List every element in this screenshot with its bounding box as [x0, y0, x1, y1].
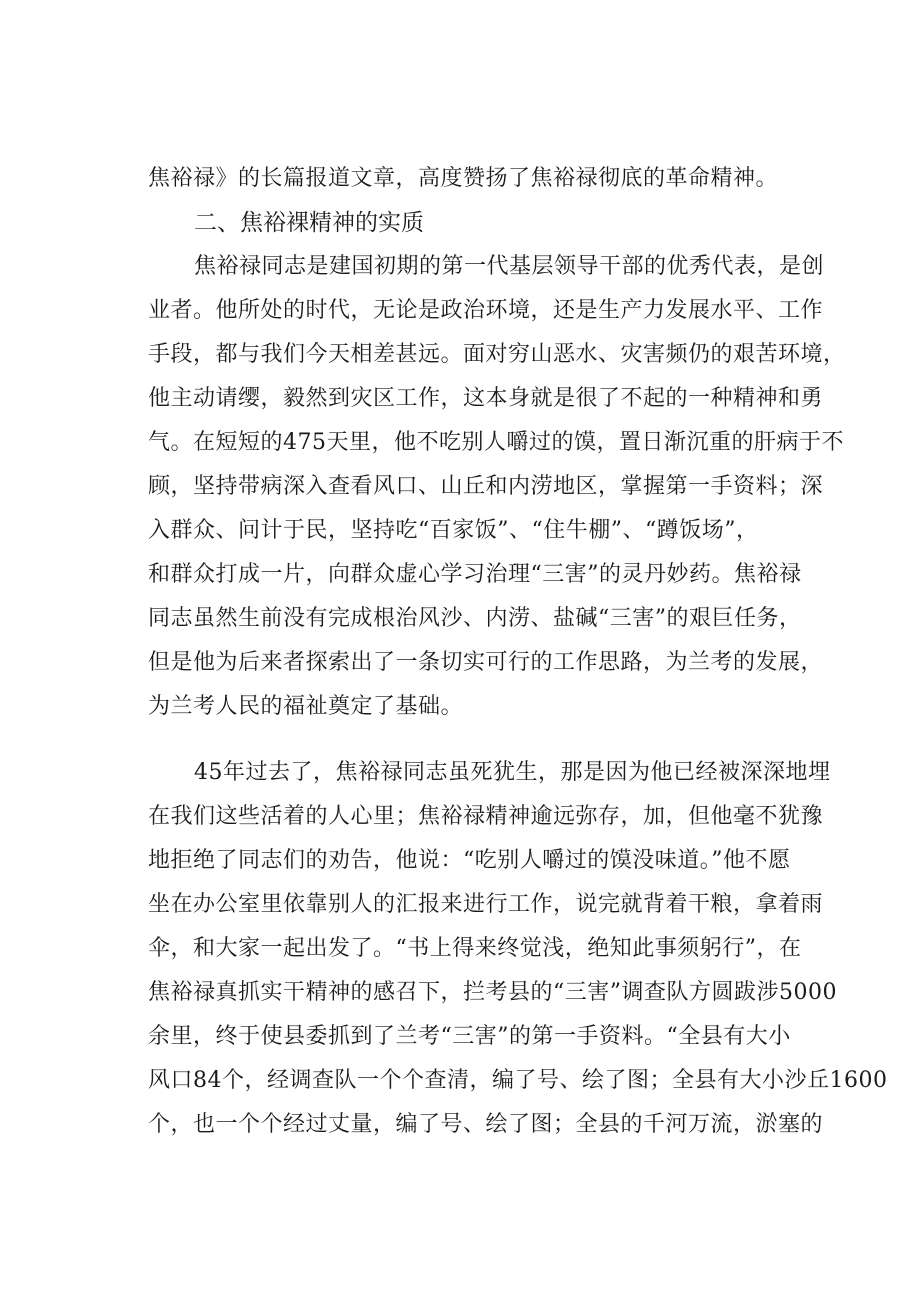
paragraph-line: 余里，终于使县委抓到了兰考“三害”的第一手资料。“全县有大小 — [148, 1024, 791, 1049]
paragraph-line: 他主动请缨，毅然到灾区工作，这本身就是很了不起的一种精神和勇 — [148, 386, 824, 411]
paragraph-line: 同志虽然生前没有完成根治风沙、内涝、盐碱“三害”的艰巨任务， — [148, 606, 802, 631]
paragraph-2 — [148, 751, 888, 1147]
paragraph-line: 手段，都与我们今天相差甚远。面对穷山恶水、灾害频仍的艰苦环境， — [148, 342, 846, 367]
paragraph-line: 顾，坚持带病深入查看风口、山丘和内涝地区，掌握第一手资料；深 — [148, 474, 824, 499]
section-heading: 二、焦裕裸精神的实质 — [194, 210, 424, 236]
paragraph-line: 地拒绝了同志们的劝告，他说：“吃别人嚼过的馍没味道。”他不愿 — [148, 848, 791, 873]
paragraph-line: 风口84个，经调查队一个个查清，编了号、绘了图；全县有大小沙丘1600 — [148, 1068, 888, 1093]
paragraph-line: 坐在办公室里依靠别人的汇报来进行工作，说完就背着干粮，拿着雨 — [148, 892, 824, 917]
paragraph-spacer — [148, 729, 798, 751]
paragraph-line: 但是他为后来者探索出了一条切实可行的工作思路，为兰考的发展， — [148, 650, 824, 675]
paragraph-line: 气。在短短的475天里，他不吃别人嚼过的馍，置日渐沉重的肝病于不 — [148, 430, 844, 455]
paragraph-line: 焦裕禄真抓实干精神的感召下，拦考县的“三害”调查队方圆跋涉5000 — [148, 980, 837, 1005]
paragraph-line: 伞，和大家一起出发了。“书上得来终觉浅，绝知此事须躬行”，在 — [148, 936, 802, 961]
intro-line: 焦裕禄》的长篇报道文章，高度赞扬了焦裕禄彻底的革命精神。 — [148, 166, 779, 191]
paragraph-line: 焦裕禄同志是建国初期的第一代基层领导干部的优秀代表，是创 — [194, 254, 825, 279]
paragraph-line: 个，也一个个经过丈量，编了号、绘了图；全县的千河万流，淤塞的 — [148, 1112, 824, 1137]
paragraph-line: 45年过去了，焦裕禄同志虽死犹生，那是因为他已经被深深地埋 — [194, 760, 831, 785]
paragraph-1 — [148, 245, 846, 729]
paragraph-line: 在我们这些活着的人心里；焦裕禄精神逾远弥存，加，但他毫不犹豫 — [148, 804, 824, 829]
document-body — [148, 157, 888, 1147]
paragraph-line: 业者。他所处的时代，无论是政治环境，还是生产力发展水平、工作 — [148, 298, 824, 323]
paragraph-line: 入群众、问计于民，坚持吃“百家饭”、“住牛棚”、“蹲饭场”， — [148, 518, 759, 543]
paragraph-line: 和群众打成一片，向群众虚心学习治理“三害”的灵丹妙药。焦裕禄 — [148, 562, 802, 587]
paragraph-line: 为兰考人民的福祉奠定了基础。 — [148, 694, 464, 719]
